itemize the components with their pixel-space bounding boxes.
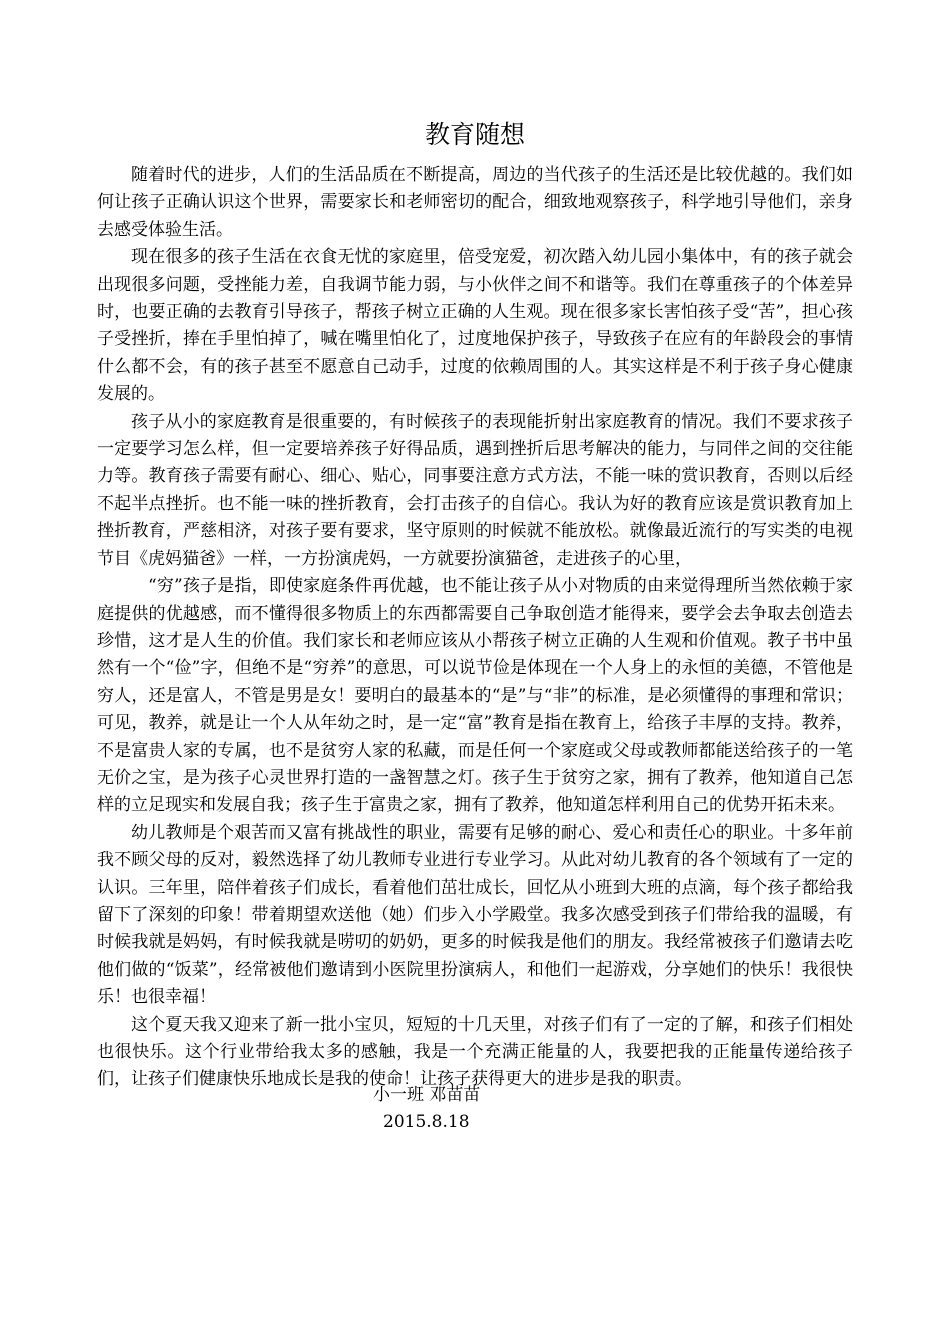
paragraph-summer-new-class: 这个夏天我又迎来了新一批小宝贝，短短的十几天里，对孩子们有了一定的了解，和孩子们相处也很快乐。这个行业带给我太多的感触，我是一个充满正能量的人，我要把我的正能量传递给孩子们，让孩子们健康快乐地成长是我的使命！让孩子获得更大的进步是我的职责。 [97, 1014, 853, 1090]
signature-date: 2015.8.18 [383, 1112, 470, 1132]
paragraph-family-overprotection: 现在很多的孩子生活在衣食无忧的家庭里，倍受宠爱，初次踏入幼儿园小集体中，有的孩子就会出现很多问题，受挫能力差，自我调节能力弱，与小伙伴之间不和谐等。我们在尊重孩子的个体差异时，也要正确的去教育引导孩子，帮孩子树立正确的人生观。现在很多家长害怕孩子受“苦”，担心孩子受挫折，捧在手里怕掉了，喊在嘴里怕化了，过度地保护孩子，导致孩子在应有的年龄段会的事情什么都不会，有的孩子甚至不愿意自己动手，过度的依赖周围的人。其实这样是不利于孩子身心健康发展的。 [97, 247, 853, 405]
paragraph-intro: 随着时代的进步，人们的生活品质在不断提高，周边的当代孩子的生活还是比较优越的。我们如何让孩子正确认识这个世界，需要家长和老师密切的配合，细致地观察孩子，科学地引导他们，亲身去感受体验生活。 [97, 165, 853, 240]
signature-author: 小一班 邓苗苗 [373, 1085, 481, 1105]
document-title: 教育随想 [424, 120, 525, 149]
paragraph-family-education: 孩子从小的家庭教育是很重要的，有时候孩子的表现能折射出家庭教育的情况。我们不要求孩子一定要学习怎么样，但一定要培养孩子好得品质，遇到挫折后思考解决的能力，与同伴之间的交往能力等。教育孩子需要有耐心、细心、贴心，同事要注意方式方法，不能一味的赏识教育，否则以后经不起半点挫折。也不能一味的挫折教育，会打击孩子的自信心。我认为好的教育应该是赏识教育加上挫折教育，严慈相济，对孩子要有要求，坚守原则的时候就不能放松。就像最近流行的写实类的电视节目《虎妈猫爸》一样，一方扮演虎妈，一方就要扮演猫爸，走进孩子的心里， [97, 411, 853, 569]
document-body [97, 162, 853, 1094]
paragraph-poor-child: “穷”孩子是指，即使家庭条件再优越，也不能让孩子从小对物质的由来觉得理所当然依赖于家庭提供的优越感，而不懂得很多物质上的东西都需要自己争取创造才能得来，要学会去争取去创造去珍惜，这才是人生的价值。我们家长和老师应该从小帮孩子树立正确的人生观和价值观。教子书中虽然有一个“俭”字，但绝不是“穷养”的意思，可以说节俭是体现在一个人身上的永恒的美德，不管他是穷人，还是富人，不管是男是女！要明白的最基本的“是”与“非”的标准，是必须懂得的事理和常识；可见，教养，就是让一个人从年幼之时，是一定“富”教育是指在教育上，给孩子丰厚的支持。教养，不是富贵人家的专属，也不是贫穷人家的私藏，而是任何一个家庭或父母或教师都能送给孩子的一笔无价之宝，是为孩子心灵世界打造的一盏智慧之灯。孩子生于贫穷之家，拥有了教养，他知道自己怎样的立足现实和发展自我；孩子生于富贵之家，拥有了教养，他知道怎样利用自己的优势开拓未来。 [97, 576, 853, 816]
paragraph-teacher-career: 幼儿教师是个艰苦而又富有挑战性的职业，需要有足够的耐心、爱心和责任心的职业。十多年前我不顾父母的反对，毅然选择了幼儿教师专业进行专业学习。从此对幼儿教育的各个领域有了一定的认识。三年里，陪伴着孩子们成长，看着他们茁壮成长，回忆从小班到大班的点滴，每个孩子都给我留下了深刻的印象！带着期望欢送他（她）们步入小学殿堂。我多次感受到孩子们带给我的温暖，有时候我就是妈妈，有时候我就是唠叨的奶奶，更多的时候我是他们的朋友。我经常被孩子们邀请去吃他们做的“饭菜”，经常被他们邀请到小医院里扮演病人，和他们一起游戏，分享她们的快乐！我很快乐！也很幸福！ [97, 822, 853, 1008]
signature-block [373, 1082, 573, 1136]
